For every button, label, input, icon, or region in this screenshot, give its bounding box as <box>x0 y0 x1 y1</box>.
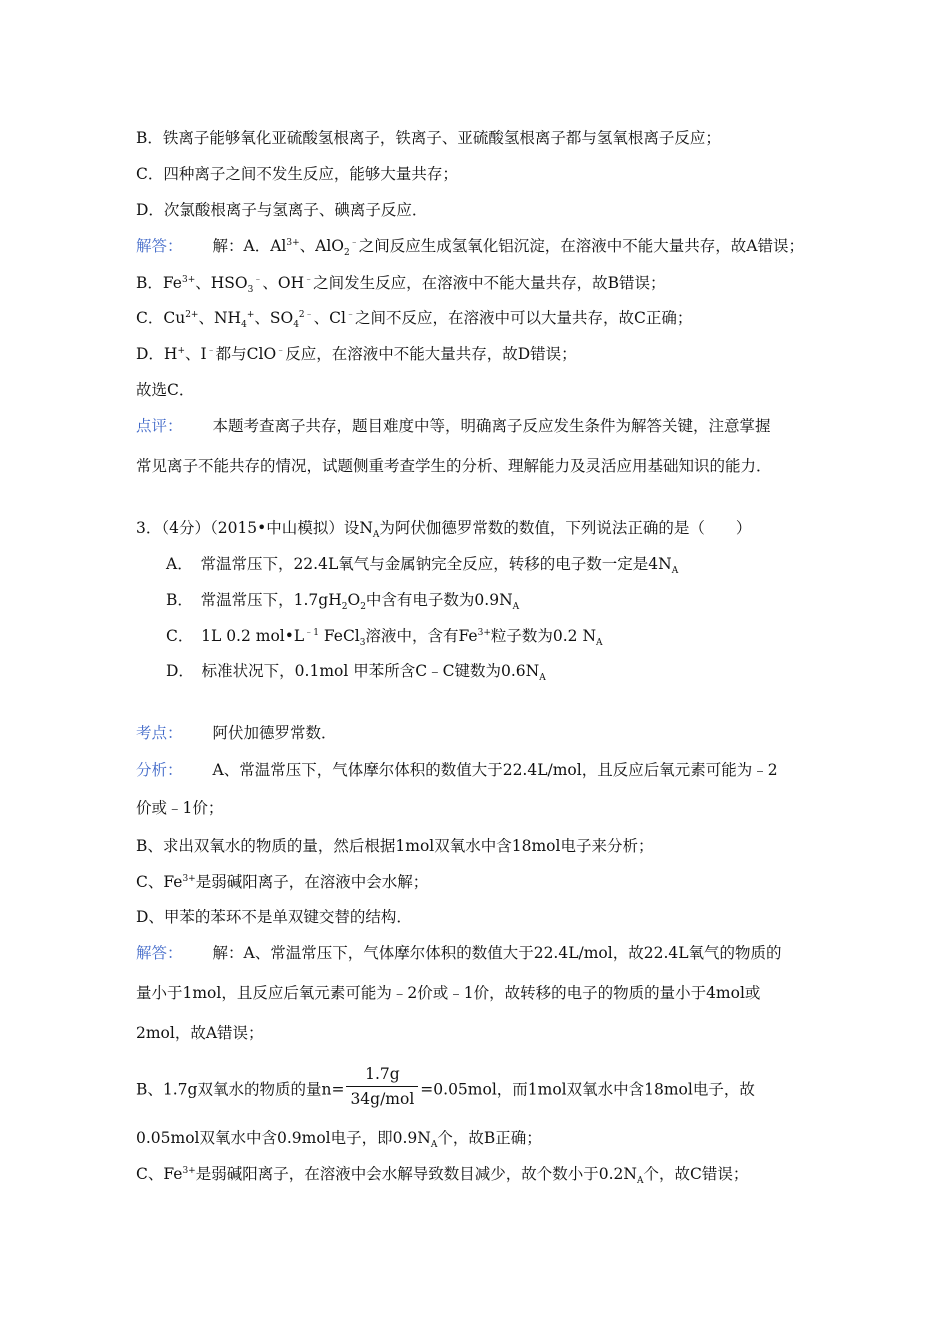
q3-stem: 3．（4分）（2015•中山模拟）设$N_A$为阿伏伽德罗常数的数值，下列说法正确的是（ ） <box>136 519 752 541</box>
q2-comment-line1: 点评： 本题考查离子共存，题目难度中等，明确离子反应发生条件为解答关键，注意掌握 <box>136 417 771 435</box>
q3-option-d: D． 标准状况下，0.1mol 甲苯所含C﹣C键数为$0.6N_A$ <box>166 662 546 684</box>
q2-answer-c: C．$Cu^{2+}$、$NH_4^+$、$SO_4^{2﹣}$、Cl﹣之间不反应，在溶液中可以大量共存，故C正确； <box>136 309 693 331</box>
q3-analysis-line3: B、求出双氧水的物质的量，然后根据1mol双氧水中含18mol电子来分析； <box>136 837 654 855</box>
q3-analysis-line4: C、$Fe^{3+}$是弱碱阳离子，在溶液中会水解； <box>136 873 429 891</box>
q3-analysis-line1: 分析： A、常温常压下，气体摩尔体积的数值大于22.4L/mol，且反应后氧元素可能为﹣2 <box>136 761 778 779</box>
q2-comment-line2: 常见离子不能共存的情况，试题侧重考查学生的分析、理解能力及灵活应用基础知识的能力． <box>136 457 772 475</box>
analysis-label: 分析： <box>136 761 183 779</box>
q3-answer-b2: 0.05mol双氧水中含0.9mol电子，即$0.9N_A$个，故B正确； <box>136 1129 542 1151</box>
q2-answer-d: D．H+、I﹣都与ClO﹣反应，在溶液中不能大量共存，故D错误； <box>136 345 577 363</box>
q3-answer-b: B、1.7g双氧水的物质的量n= $\frac{1.7g}{\text{34g/mol}}$ =0.05mol，而1mol双氧水中含18mol电子，故 <box>136 1065 755 1108</box>
q3-answer-line3: 2mol，故A错误； <box>136 1024 264 1042</box>
q3-option-a: A． 常温常压下，22.4L氧气与金属钠完全反应，转移的电子数一定是$4N_A$ <box>166 555 679 577</box>
comment-label: 点评： <box>136 417 183 435</box>
q2-option-b: B．铁离子能够氧化亚硫酸氢根离子，铁离子、亚硫酸氢根离子都与氢氧根离子反应； <box>136 129 721 147</box>
fraction-numerator: 1.7g <box>346 1064 418 1087</box>
q2-option-c: C．四种离子之间不发生反应，能够大量共存； <box>136 165 458 183</box>
q3-answer-line2: 量小于1mol，且反应后氧元素可能为﹣2价或﹣1价，故转移的电子的物质的量小于4mol或 <box>136 984 761 1002</box>
q2-answer-choice: 故选C． <box>136 381 195 399</box>
fraction-denominator: 34g/mol <box>350 1090 415 1108</box>
q3-analysis-line5: D、甲苯的苯环不是单双键交替的结构． <box>136 908 412 926</box>
point-label: 考点： <box>136 724 183 742</box>
q3-analysis-line2: 价或﹣1价； <box>136 799 224 817</box>
q3-answer-c: C、$Fe^{3+}$是弱碱阳离子，在溶液中会水解导致数目减少，故个数小于$0.2N_A$个，故C错误； <box>136 1165 749 1187</box>
answer-label: 解答： <box>136 237 183 255</box>
q2-answer-a: 解答： 解：A．$Al^{3+}$、AlO$_2$﹣之间反应生成氢氧化铝沉淀，在溶液中不能大量共存，故A错误； <box>136 237 804 259</box>
q2-option-d: D．次氯酸根离子与氢离子、碘离子反应． <box>136 201 428 219</box>
answer-label: 解答： <box>136 944 183 962</box>
q3-answer-line1: 解答： 解：A、常温常压下，气体摩尔体积的数值大于22.4L/mol，故22.4L氧气的物质的 <box>136 944 782 962</box>
fraction <box>346 1064 418 1109</box>
q3-option-b: B． 常温常压下，$1.7gH_2O_2$中含有电子数为$0.9N_A$ <box>166 591 520 613</box>
q3-point: 考点： 阿伏加德罗常数． <box>136 724 337 742</box>
q3-option-c: C． 1L 0.2 $mol•L^{﹣1}$ FeCl$_3$溶液中，含有$Fe^{3+}$粒子数为0.2 $N_A$ <box>166 627 603 649</box>
q2-answer-b: B．$Fe^{3+}$、$HSO_3^﹣$、OH﹣之间发生反应，在溶液中不能大量共存，故B错误； <box>136 274 666 296</box>
